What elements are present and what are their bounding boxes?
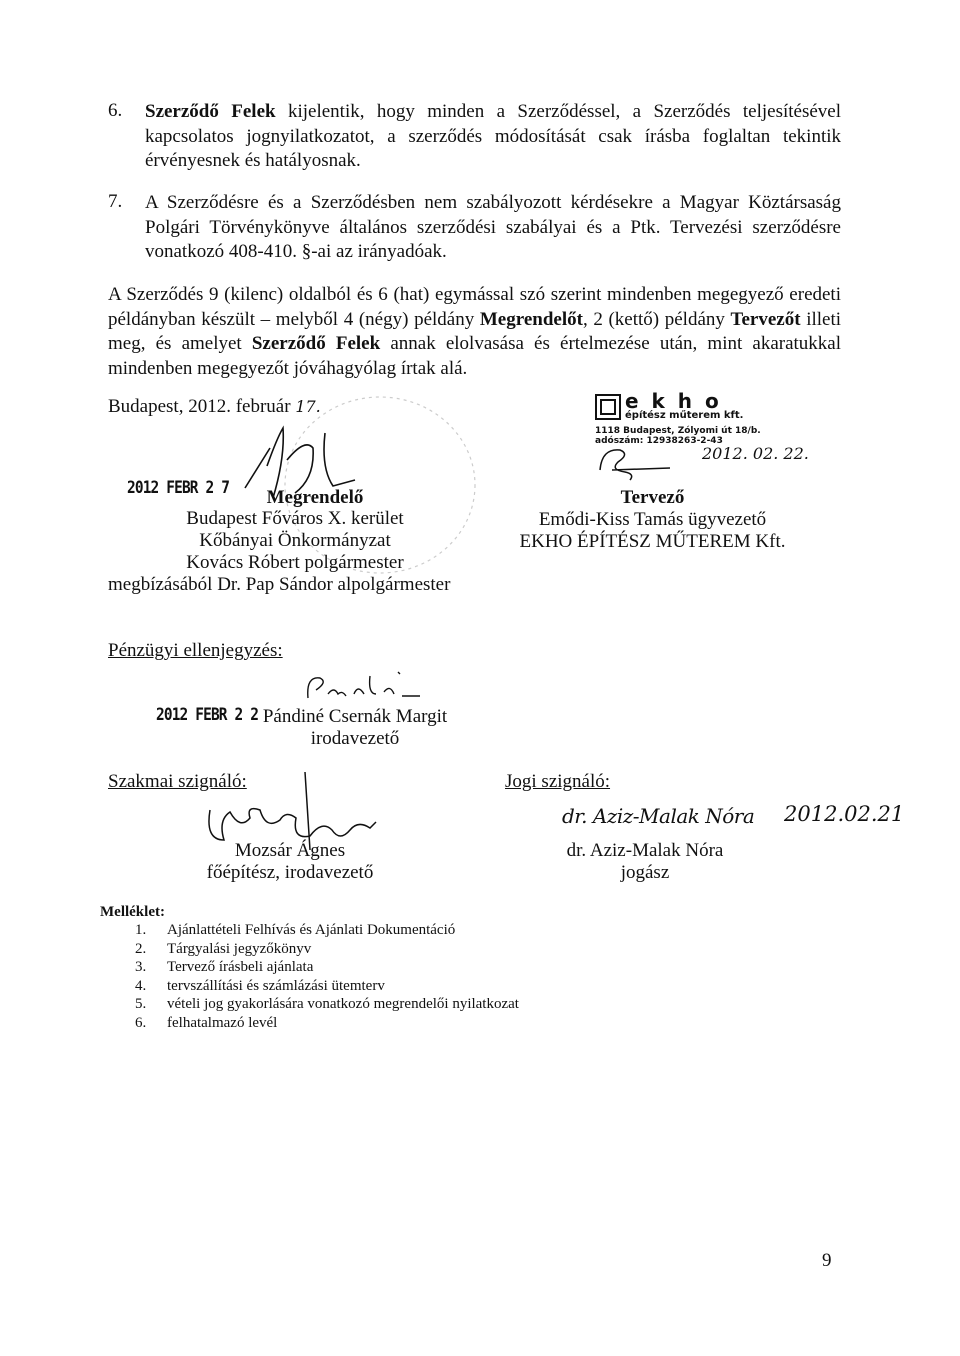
client-role: Megrendelő [266, 487, 364, 508]
section-6-number: 6. [108, 100, 123, 121]
list-item [135, 941, 635, 960]
ekho-logo-letters: e k h o [625, 389, 722, 413]
designer-hand-date: 2012. 02. 22. [702, 444, 809, 463]
client-details [160, 508, 430, 574]
legal-title: jogász [620, 862, 670, 883]
designer-signature [590, 440, 675, 485]
list-item [135, 959, 635, 978]
legal-hand-date: 2012.02.21 [784, 802, 905, 826]
annex-item-number: 6. [135, 1014, 147, 1031]
ekho-stamp [595, 389, 775, 446]
annex-item-text: felhatalmazó levél [167, 1014, 278, 1031]
annex-list [135, 922, 635, 1033]
financial-title: irodavezető [310, 728, 400, 749]
ekho-address: 1118 Budapest, Zólyomi út 18/b. [595, 426, 761, 436]
section-6-text [145, 100, 841, 174]
annex-item-text: Tárgyalási jegyzőkönyv [167, 940, 312, 957]
annex-item-number: 2. [135, 940, 147, 957]
annex-item-number: 5. [135, 996, 147, 1012]
designer-role: Tervező [620, 487, 685, 508]
ekho-tax-id: adószám: 12938263-2-43 [595, 436, 723, 446]
professional-name: Mozsár Ágnes [234, 840, 346, 861]
professional-block [200, 840, 380, 884]
client-line4: megbízásából Dr. Pap Sándor alpolgármester [108, 574, 451, 595]
legal-hand-signature: dr. Aziz-Malak Nóra [562, 804, 755, 828]
professional-heading: Szakmai szignáló: [108, 771, 247, 792]
client-line2: Kőbányai Önkormányzat [199, 530, 391, 551]
list-item [135, 978, 635, 997]
list-item [135, 1015, 635, 1034]
list-item [135, 922, 635, 941]
financial-block [255, 706, 455, 750]
section-7-text: A Szerződésre és a Szerződésben nem szabályozott kérdésekre a Magyar Köztársaság Polgári Törvénykönyve általános szerződési szabályai és a Ptk. Tervezési szerződésre vonatkozó 408-410. §-ai az irányadóak. [145, 192, 841, 262]
ekho-logo-sub: építész műterem kft. [625, 410, 744, 421]
designer-block [515, 487, 790, 553]
page-number: 9 [822, 1250, 832, 1271]
annex-heading: Melléklet: [100, 904, 165, 920]
financial-name: Pándiné Csernák Margit [262, 706, 448, 727]
closing-part2: , 2 (kettő) példány [582, 308, 725, 330]
financial-heading: Pénzügyi ellenjegyzés: [108, 640, 283, 661]
list-item [135, 996, 635, 1015]
annex-item-text: Tervező írásbeli ajánlata [167, 959, 314, 975]
designer-name: Emődi-Kiss Tamás ügyvezető [538, 509, 767, 530]
closing-part1: A Szerződés 9 (kilenc) oldalból és 6 (hat) egymással szó szerint mindenben megegyező eredeti példányban készült – melyből 4 (négy) példány [108, 284, 841, 330]
closing-part4: annak elolvasása és értelmezése után, mint akaratukkal mindenben megegyezőt jóváhagyólag írtak alá. [108, 333, 842, 379]
section-6-body: kijelentik, hogy minden a Szerződéssel, a Szerződés teljesítésével kapcsolatos jognyilatkozatot, a szerződés módosítását csak írásba foglaltan tekintik érvényesnek és hatályosnak. [145, 101, 842, 171]
closing-client: Megrendelőt [479, 308, 583, 330]
place-date-hand: 17. [295, 397, 321, 416]
ekho-logo-icon [595, 394, 621, 420]
legal-block [555, 840, 735, 884]
closing-paragraph [108, 283, 841, 381]
annex-item-text: Ajánlattételi Felhívás és Ajánlati Dokumentáció [167, 922, 456, 938]
client-line1: Budapest Főváros X. kerület [186, 508, 404, 529]
annex-item-number: 1. [135, 922, 147, 938]
closing-parties: Szerződő Felek [251, 333, 381, 354]
section-7-number: 7. [108, 191, 123, 212]
closing-part3: illeti meg, és amelyet [108, 308, 842, 354]
legal-name: dr. Aziz-Malak Nóra [566, 840, 724, 861]
annex-item-text: tervszállítási és számlázási ütemterv [167, 977, 385, 994]
annex-item-number: 3. [135, 959, 147, 975]
section-6-subject: Szerződő Felek [145, 101, 276, 122]
professional-title: főépítész, irodavezető [206, 862, 374, 883]
financial-stamp-date: 2012 FEBR 2 2 [156, 705, 259, 725]
place-date-text: Budapest, 2012. február [108, 396, 291, 417]
annex-item-text: vételi jog gyakorlására vonatkozó megrendelői nyilatkozat [167, 996, 519, 1012]
designer-company: EKHO ÉPÍTÉSZ MŰTEREM Kft. [519, 531, 786, 552]
legal-heading: Jogi szignáló: [505, 771, 611, 792]
financial-signature [298, 664, 428, 708]
annex-item-number: 4. [135, 977, 147, 994]
closing-designer: Tervezőt [730, 308, 801, 330]
client-stamp-date: 2012 FEBR 2 7 [127, 478, 230, 498]
client-line3: Kovács Róbert polgármester [186, 552, 404, 573]
